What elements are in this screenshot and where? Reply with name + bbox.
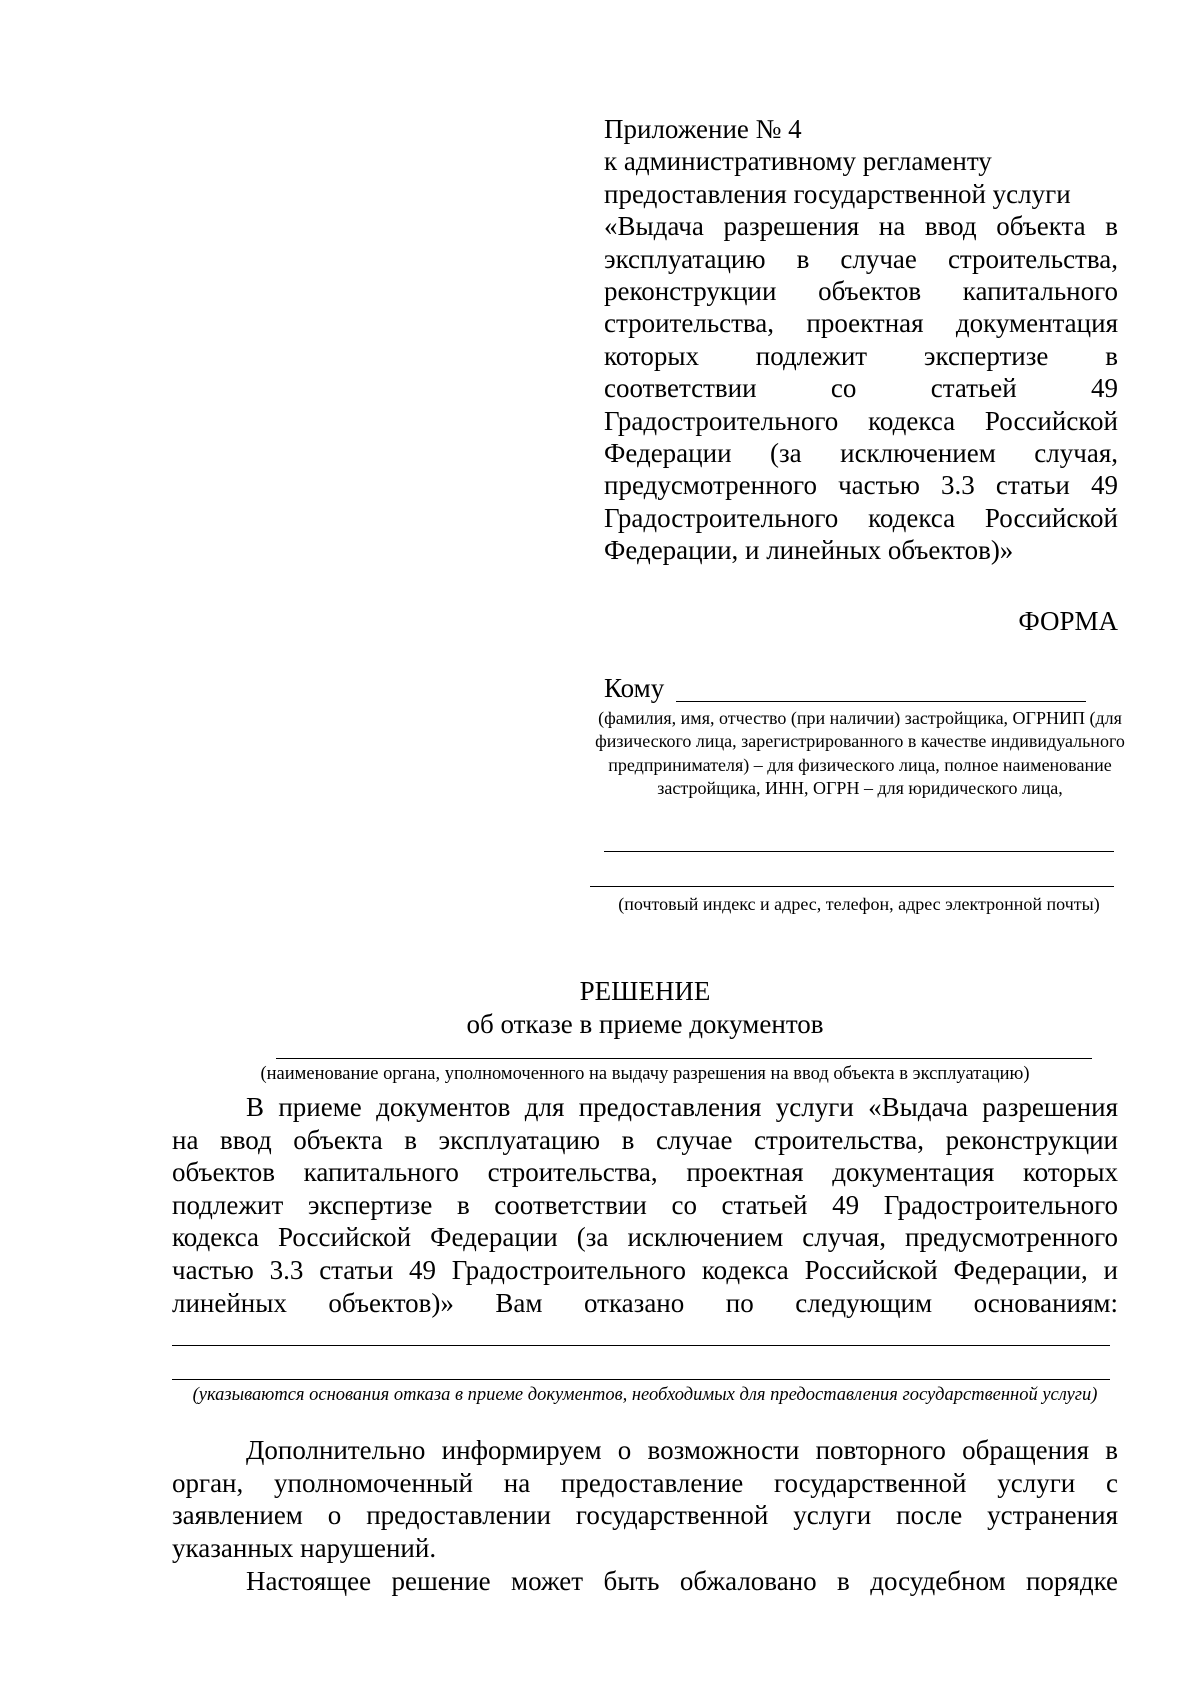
addressee-address-line bbox=[590, 886, 1114, 887]
paragraph-line bbox=[172, 1091, 1118, 1124]
refusal-paragraph bbox=[172, 1091, 1118, 1319]
addressee-name-line bbox=[676, 701, 1086, 702]
annex-line: предоставления государственной услуги bbox=[604, 178, 1071, 209]
paragraph-line-text: Дополнительно информируем о возможности повторного обращения в bbox=[246, 1435, 1118, 1465]
annex-line: Федерации (за исключением случая, bbox=[604, 438, 1118, 469]
annex-header bbox=[604, 113, 1118, 567]
paragraph-line: кодекса Российской Федерации (за исключением случая, предусмотренного bbox=[172, 1222, 1118, 1253]
paragraph-line: указанных нарушений. bbox=[172, 1532, 437, 1563]
paragraph-line bbox=[172, 1434, 1118, 1467]
grounds-line-1 bbox=[172, 1345, 1110, 1346]
decision-subtitle: об отказе в приеме документов bbox=[466, 1009, 824, 1039]
addressee-label: Кому bbox=[604, 673, 665, 703]
form-label: ФОРМА bbox=[1018, 606, 1118, 636]
annex-line: Приложение № 4 bbox=[604, 114, 802, 144]
annex-line: строительства, проектная документация bbox=[604, 308, 1118, 339]
paragraph-line: линейных объектов)» Вам отказано по следующим основаниям: bbox=[172, 1287, 1118, 1318]
addressee-address-caption: (почтовый индекс и адрес, телефон, адрес электронной почты) bbox=[618, 894, 1100, 914]
annex-line: эксплуатацию в случае строительства, bbox=[604, 243, 1118, 274]
appeal-paragraph bbox=[172, 1565, 1118, 1598]
addressee-extra-line bbox=[604, 851, 1114, 852]
paragraph-line: частью 3.3 статьи 49 Градостроительного кодекса Российской Федерации, и bbox=[172, 1254, 1118, 1285]
paragraph-line bbox=[172, 1565, 1118, 1598]
organ-name-line bbox=[276, 1058, 1092, 1059]
decision-title: РЕШЕНИЕ bbox=[579, 976, 711, 1006]
addressee-name-caption: (фамилия, имя, отчество (при наличии) застройщика, ОГРНИП (для физического лица, зарегистрированного в качестве индивидуального предпринимателя) – для физического лица, полное наименование застройщика, ИНН, ОГРН – для юридического лица, bbox=[595, 708, 1125, 799]
annex-line: Федерации, и линейных объектов)» bbox=[604, 535, 1014, 566]
grounds-caption: (указываются основания отказа в приеме документов, необходимых для предоставления государственной услуги) bbox=[192, 1385, 1098, 1405]
annex-line: Градостроительного кодекса Российской bbox=[604, 502, 1118, 533]
paragraph-line: объектов капитального строительства, проектная документация которых bbox=[172, 1157, 1118, 1188]
annex-line: которых подлежит экспертизе в bbox=[604, 340, 1118, 371]
annex-line: к административному регламенту bbox=[604, 146, 992, 177]
info-paragraph bbox=[172, 1434, 1118, 1564]
organ-name-caption: (наименование органа, уполномоченного на выдачу разрешения на ввод объекта в эксплуатацию) bbox=[260, 1064, 1030, 1084]
paragraph-line-text: Настоящее решение может быть обжаловано в досудебном порядке bbox=[246, 1566, 1118, 1596]
annex-line: «Выдача разрешения на ввод объекта в bbox=[604, 211, 1118, 242]
paragraph-line: орган, уполномоченный на предоставление государственной услуги с bbox=[172, 1467, 1118, 1498]
annex-line: предусмотренного частью 3.3 статьи 49 bbox=[604, 470, 1118, 501]
paragraph-line: заявлением о предоставлении государственной услуги после устранения bbox=[172, 1500, 1118, 1531]
paragraph-line: на ввод объекта в эксплуатацию в случае строительства, реконструкции bbox=[172, 1124, 1118, 1155]
annex-line: реконструкции объектов капитального bbox=[604, 276, 1118, 307]
annex-line: Градостроительного кодекса Российской bbox=[604, 405, 1118, 436]
paragraph-line: подлежит экспертизе в соответствии со статьей 49 Градостроительного bbox=[172, 1189, 1118, 1220]
grounds-line-2 bbox=[172, 1379, 1110, 1380]
annex-line: соответствии со статьей 49 bbox=[604, 373, 1118, 404]
paragraph-line-text: В приеме документов для предоставления услуги «Выдача разрешения bbox=[246, 1092, 1118, 1122]
